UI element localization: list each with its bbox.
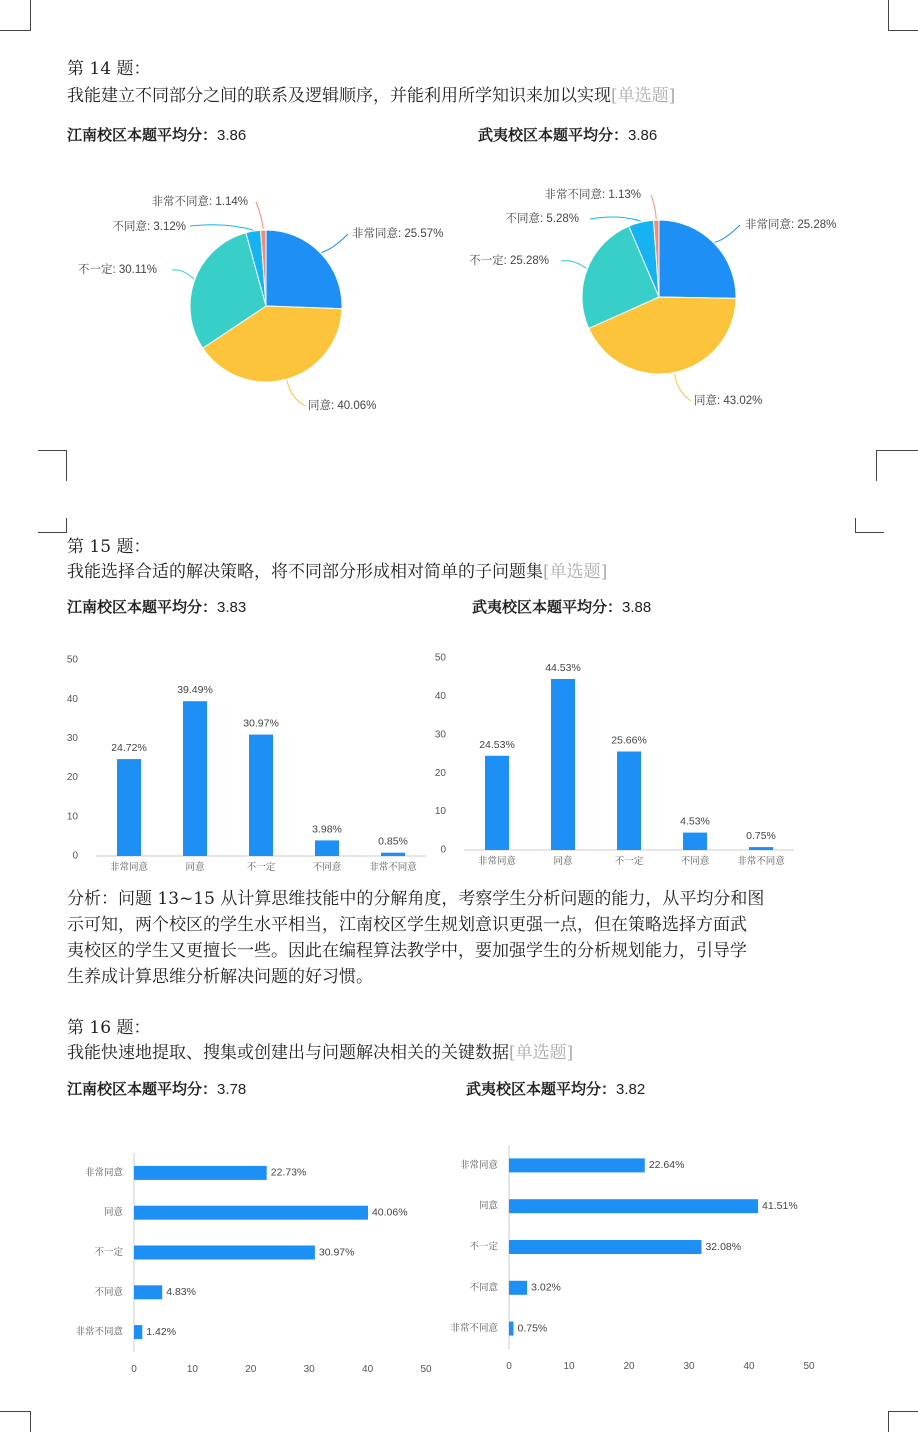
q14-jiangnan-average <box>67 126 246 146</box>
question-14-title: 第 14 题： <box>67 59 151 79</box>
q14-wuyi-pie-chart <box>455 175 875 425</box>
bar <box>134 1206 368 1220</box>
pie-slice-label: 同意: 43.02% <box>694 395 763 408</box>
y-tick-label: 非常不同意 <box>75 1326 123 1338</box>
q16-wuyi-horizontal-bar-chart <box>435 1135 835 1375</box>
bar <box>509 1199 758 1213</box>
bar-value-label: 4.83% <box>166 1286 196 1299</box>
bar-value-label: 3.98% <box>312 823 342 836</box>
question-14-text <box>67 85 675 107</box>
q16-jiangnan-horizontal-bar-chart <box>60 1140 440 1380</box>
bar <box>381 853 405 856</box>
x-tick-label: 非常同意 <box>477 856 517 867</box>
x-tick-label: 不同意 <box>312 862 342 873</box>
pie-slice-label: 不同意: 5.28% <box>505 213 579 226</box>
corner-mark <box>888 1411 918 1432</box>
x-tick-label: 非常不同意 <box>369 862 417 873</box>
bar <box>134 1285 162 1299</box>
bar-value-label: 41.51% <box>762 1199 798 1212</box>
corner-mark <box>888 0 918 31</box>
corner-mark <box>0 1411 31 1432</box>
pie-leader-line <box>715 225 740 242</box>
y-tick-label: 同意 <box>478 1200 498 1212</box>
bar <box>509 1281 527 1295</box>
y-tick-label: 非常同意 <box>84 1167 123 1179</box>
pie-slice <box>266 230 342 309</box>
pie-slice-label: 非常不同意: 1.13% <box>544 189 641 202</box>
y-tick-label: 30 <box>434 729 446 741</box>
pie-leader-line <box>651 195 656 219</box>
y-tick-label: 不一定 <box>94 1247 123 1259</box>
avg-score: 3.86 <box>628 127 658 144</box>
bar <box>315 840 339 856</box>
avg-label: 武夷校区本题平均分： <box>472 599 623 616</box>
bar-value-label: 30.97% <box>243 717 279 730</box>
bar-value-label: 44.53% <box>545 662 581 675</box>
bar <box>249 735 273 856</box>
avg-score: 3.83 <box>217 599 247 616</box>
bar <box>617 752 641 851</box>
pie-leader-line <box>172 270 194 279</box>
q15-wuyi-average <box>472 598 651 618</box>
analysis-paragraph <box>67 886 857 990</box>
x-tick-label: 不一定 <box>614 856 644 867</box>
single-choice-tag: [单选题] <box>509 1043 574 1063</box>
avg-label: 武夷校区本题平均分： <box>466 1081 617 1098</box>
q15-wuyi-bar-chart <box>432 648 802 878</box>
q16-jiangnan-average <box>67 1080 246 1100</box>
x-tick-label: 0 <box>131 1364 137 1375</box>
q15-jiangnan-average <box>67 598 246 618</box>
x-tick-label: 非常不同意 <box>737 856 785 867</box>
bar-value-label: 32.08% <box>705 1240 742 1253</box>
corner-mark <box>876 450 918 481</box>
bar <box>134 1246 315 1260</box>
x-tick-label: 50 <box>803 1361 815 1372</box>
question-15-body: 我能选择合适的解决策略，将不同部分形成相对简单的子问题集 <box>67 562 543 582</box>
bar <box>749 847 773 850</box>
x-tick-label: 30 <box>303 1364 315 1375</box>
single-choice-tag: [单选题] <box>543 562 608 582</box>
y-tick-label: 不一定 <box>469 1241 498 1253</box>
analysis-line: 分析：问题 13~15 从计算思维技能中的分解角度，考察学生分析问题的能力，从平均分和图 <box>67 889 765 909</box>
x-tick-label: 10 <box>186 1364 198 1375</box>
pie-slice-label: 非常同意: 25.28% <box>745 219 837 232</box>
bar-value-label: 39.49% <box>177 684 213 697</box>
bar <box>134 1166 267 1180</box>
x-tick-label: 非常同意 <box>109 862 149 873</box>
avg-label: 江南校区本题平均分： <box>67 127 218 144</box>
x-tick-label: 不同意 <box>680 856 710 867</box>
pie-leader-line <box>256 202 263 229</box>
avg-label: 江南校区本题平均分： <box>67 1081 218 1098</box>
pie-slice-label: 同意: 40.06% <box>308 400 377 413</box>
x-tick-label: 0 <box>506 1361 512 1372</box>
bar <box>509 1158 645 1172</box>
bar-value-label: 24.72% <box>111 742 147 755</box>
avg-label: 武夷校区本题平均分： <box>478 127 629 144</box>
corner-mark <box>0 0 31 31</box>
bar <box>509 1240 702 1254</box>
y-tick-label: 50 <box>434 652 446 664</box>
y-tick-label: 10 <box>434 806 446 818</box>
q16-wuyi-average <box>466 1080 645 1100</box>
y-tick-label: 同意 <box>103 1207 123 1219</box>
avg-score: 3.78 <box>217 1081 247 1098</box>
bar-value-label: 3.02% <box>531 1281 561 1294</box>
bar-value-label: 0.85% <box>378 835 408 848</box>
analysis-line: 夷校区的学生又更擅长一些。因此在编程算法教学中，要加强学生的分析规划能力，引导学 <box>67 941 747 961</box>
bar-value-label: 30.97% <box>318 1246 355 1259</box>
y-tick-label: 40 <box>66 693 78 705</box>
corner-mark <box>38 450 67 481</box>
question-14-body: 我能建立不同部分之间的联系及逻辑顺序，并能利用所学知识来加以实现 <box>67 86 611 106</box>
bar-value-label: 40.06% <box>371 1206 408 1219</box>
q15-jiangnan-bar-chart <box>62 650 432 880</box>
bar-value-label: 0.75% <box>746 830 776 843</box>
q14-wuyi-average <box>478 126 657 146</box>
pie-slice-label: 不同意: 3.12% <box>112 221 186 234</box>
y-tick-label: 不同意 <box>94 1286 123 1298</box>
y-tick-label: 40 <box>434 691 446 703</box>
y-tick-label: 50 <box>66 654 78 666</box>
corner-mark <box>38 518 67 533</box>
bar-value-label: 1.42% <box>146 1325 177 1338</box>
pie-leader-line <box>590 217 641 221</box>
bar-value-label: 0.75% <box>517 1322 548 1335</box>
pie-slice <box>659 220 736 298</box>
pie-leader-line <box>675 373 691 401</box>
question-15-text <box>67 561 607 583</box>
pie-slice-label: 非常不同意: 1.14% <box>151 196 248 209</box>
y-tick-label: 不同意 <box>469 1282 498 1294</box>
x-tick-label: 30 <box>683 1361 695 1372</box>
y-tick-label: 20 <box>66 772 78 784</box>
bar <box>509 1322 514 1336</box>
x-tick-label: 40 <box>362 1364 374 1375</box>
avg-score: 3.88 <box>622 599 652 616</box>
y-tick-label: 0 <box>72 850 78 862</box>
pie-slice-label: 不一定: 30.11% <box>77 264 157 277</box>
bar-value-label: 4.53% <box>680 815 710 828</box>
pie-leader-line <box>190 225 253 230</box>
y-tick-label: 20 <box>434 767 446 779</box>
bar-value-label: 22.73% <box>270 1166 307 1179</box>
bar <box>683 833 707 850</box>
x-tick-label: 不一定 <box>246 862 276 873</box>
bar <box>485 756 509 850</box>
y-tick-label: 10 <box>66 811 78 823</box>
pie-slice-label: 非常同意: 25.57% <box>352 228 444 241</box>
question-16-title: 第 16 题： <box>67 1018 151 1038</box>
bar <box>117 759 141 856</box>
single-choice-tag: [单选题] <box>611 86 676 106</box>
y-tick-label: 30 <box>66 733 78 745</box>
x-tick-label: 20 <box>623 1361 635 1372</box>
x-tick-label: 40 <box>743 1361 755 1372</box>
question-16-body: 我能快速地提取、搜集或创建出与问题解决相关的关键数据 <box>67 1043 509 1063</box>
avg-score: 3.82 <box>616 1081 646 1098</box>
pie-leader-line <box>287 380 305 406</box>
avg-score: 3.86 <box>217 127 247 144</box>
pie-slice-label: 不一定: 25.28% <box>469 255 549 268</box>
x-tick-label: 50 <box>420 1364 432 1375</box>
bar <box>551 679 575 850</box>
bar-value-label: 22.64% <box>648 1159 685 1172</box>
corner-mark <box>855 518 884 533</box>
bar <box>134 1325 142 1339</box>
y-tick-label: 非常同意 <box>459 1159 498 1171</box>
y-tick-label: 非常不同意 <box>450 1323 498 1335</box>
analysis-line: 示可知，两个校区的学生水平相当，江南校区学生规划意识更强一点，但在策略选择方面武 <box>67 915 747 935</box>
bar-value-label: 24.53% <box>479 738 515 751</box>
x-tick-label: 20 <box>245 1364 257 1375</box>
question-16-text <box>67 1042 573 1064</box>
bar <box>183 701 207 856</box>
x-tick-label: 同意 <box>185 862 205 873</box>
analysis-line: 生养成计算思维分析解决问题的好习惯。 <box>67 967 373 987</box>
pie-leader-line <box>321 234 348 253</box>
x-tick-label: 10 <box>563 1361 575 1372</box>
q14-jiangnan-pie-chart <box>60 180 480 430</box>
avg-label: 江南校区本题平均分： <box>67 599 218 616</box>
pie-leader-line <box>561 261 586 269</box>
x-tick-label: 同意 <box>553 856 573 867</box>
y-tick-label: 0 <box>440 844 446 856</box>
bar-value-label: 25.66% <box>611 734 647 747</box>
question-15-title: 第 15 题： <box>67 537 151 557</box>
